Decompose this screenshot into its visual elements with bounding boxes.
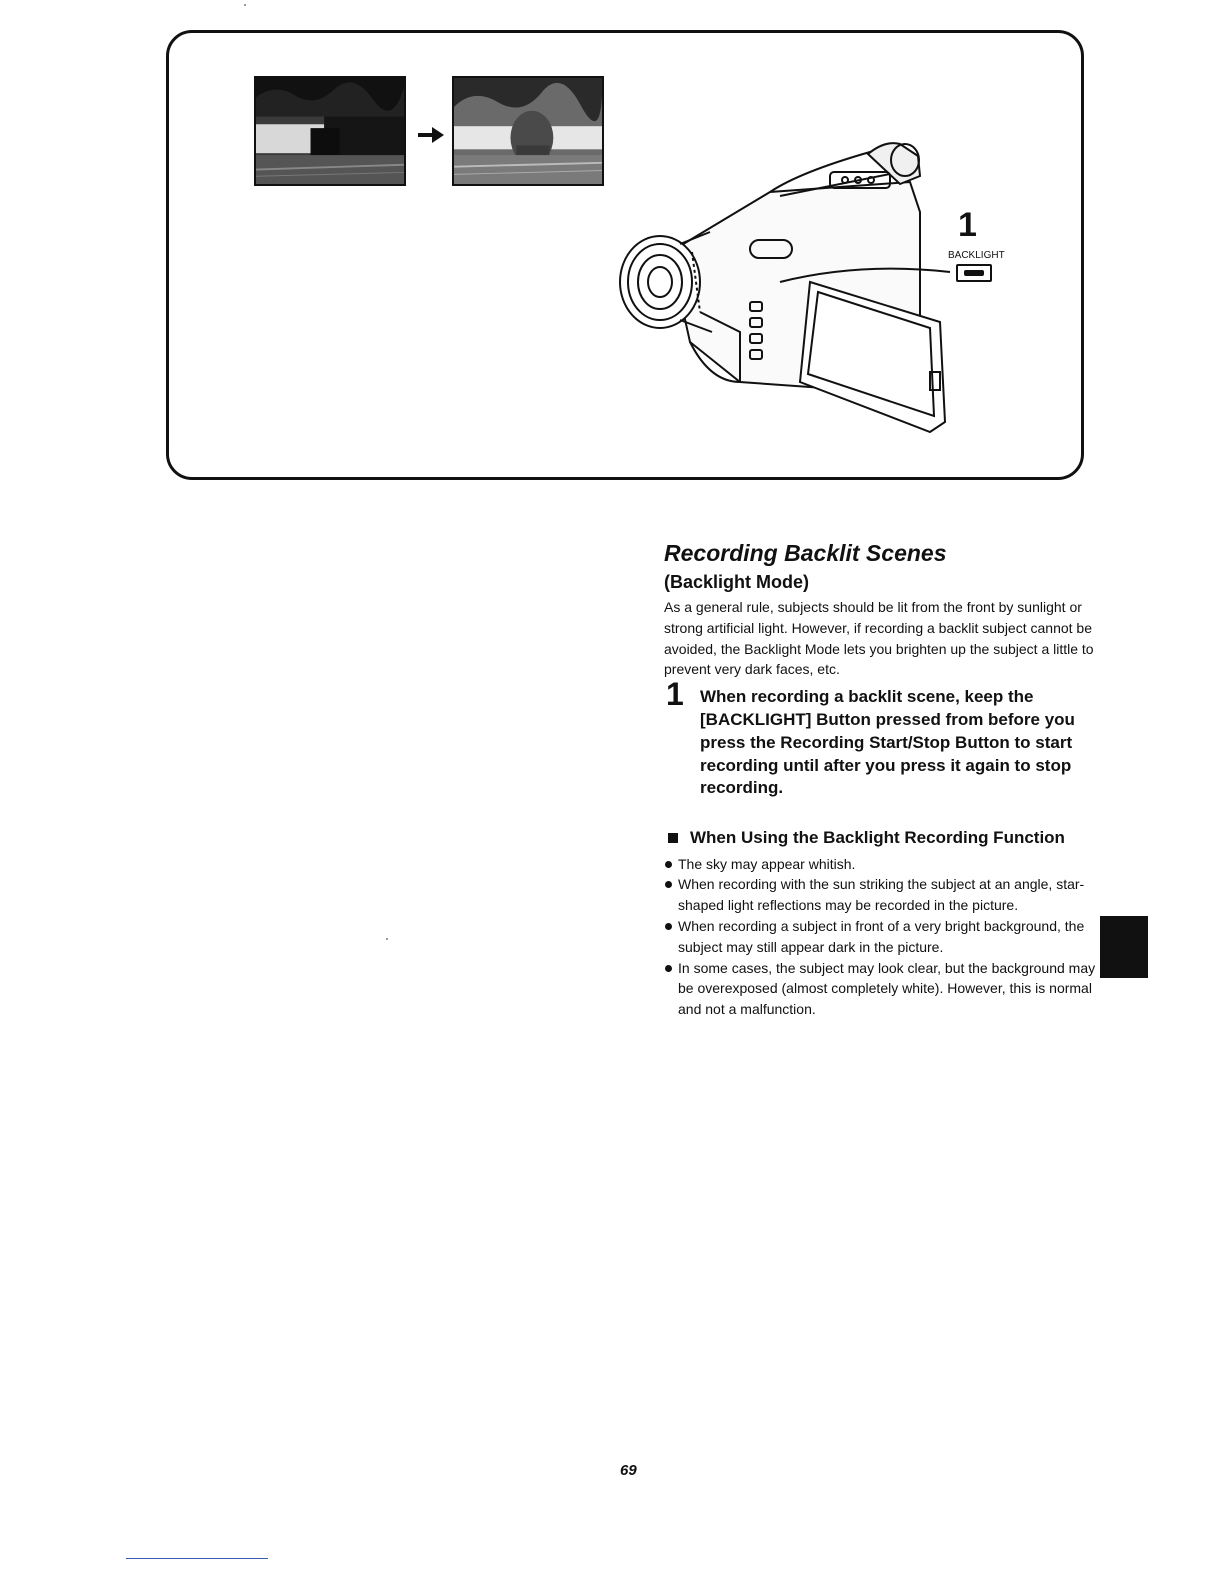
section-tab-marker — [1100, 916, 1148, 978]
scan-speck — [244, 4, 246, 6]
notes-list — [664, 854, 1096, 1020]
page-number: 69 — [620, 1462, 637, 1479]
step-text: When recording a backlit scene, keep the [BACKLIGHT] Button pressed from before you press the Recording Start/Stop Button to start recording until after you press it again to stop recording. — [700, 687, 1075, 798]
callout-number: 1 — [958, 206, 977, 244]
notes-heading-block — [664, 827, 1096, 850]
list-item: When recording a subject in front of a very bright background, the subject may still appear dark in the picture. — [664, 916, 1096, 958]
photo-after-icon — [452, 76, 604, 186]
list-item: In some cases, the subject may look clear, but the background may be overexposed (almost completely white). However, this is normal and not a malfunction. — [664, 958, 1096, 1020]
square-bullet-icon — [668, 833, 678, 843]
intro-paragraph: As a general rule, subjects should be lit from the front by sunlight or strong artificial light. However, if recording a backlit subject cannot be avoided, the Backlight Mode lets you brighten up the subject a little to prevent very dark faces, etc. — [664, 599, 1094, 678]
step-number: 1 — [666, 676, 684, 713]
step-1 — [664, 676, 1096, 800]
scan-speck — [386, 938, 388, 940]
callout-label: BACKLIGHT — [948, 250, 1005, 261]
list-item: The sky may appear whitish. — [664, 854, 1096, 875]
main-content — [664, 538, 1096, 1020]
list-item: When recording with the sun striking the subject at an angle, star-shaped light reflections may be recorded in the picture. — [664, 874, 1096, 916]
camcorder-icon — [600, 132, 970, 442]
backlight-button-icon — [956, 264, 992, 282]
arrow-right-icon — [416, 124, 446, 146]
section-subtitle: (Backlight Mode) — [664, 572, 810, 592]
notes-heading: When Using the Backlight Recording Function — [690, 828, 1065, 848]
photo-before-icon — [254, 76, 406, 186]
section-title: Recording Backlit Scenes — [664, 540, 947, 566]
bottom-rule — [126, 1558, 268, 1559]
